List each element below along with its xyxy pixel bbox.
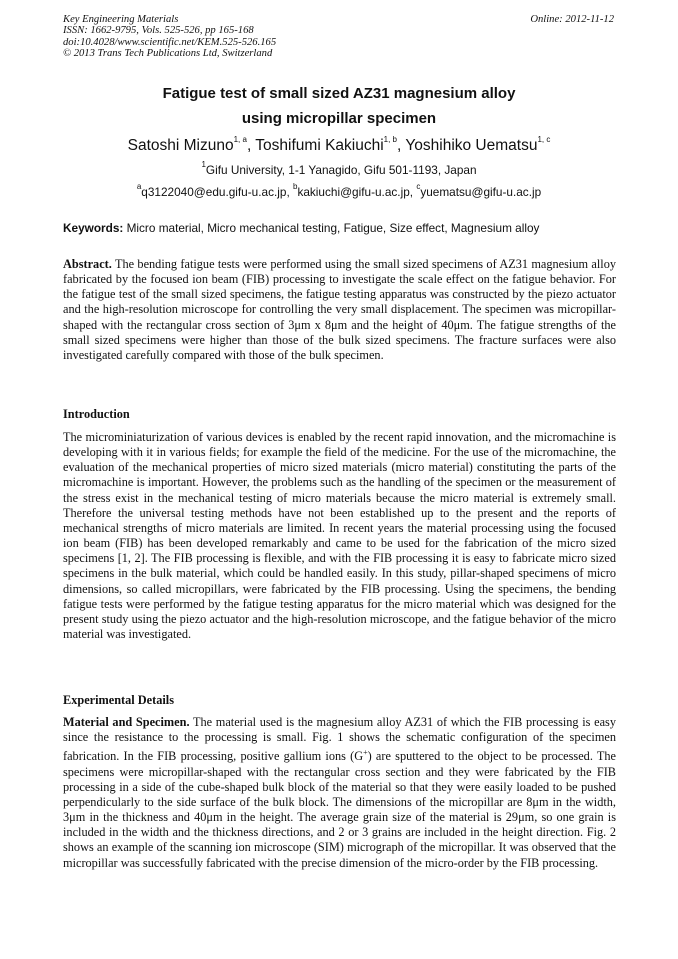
- email-address[interactable]: yuematsu@gifu-u.ac.jp: [420, 185, 542, 199]
- material-specimen-paragraph: [63, 715, 616, 871]
- email-address[interactable]: kakiuchi@gifu-u.ac.jp: [297, 185, 410, 199]
- doi-line: doi:10.4028/www.scientific.net/KEM.525-526.165: [63, 36, 277, 48]
- email-sup: c: [416, 182, 421, 192]
- issn-line: ISSN: 1662-9795, Vols. 525-526, pp 165-168: [63, 25, 254, 37]
- author-name: Toshifumi Kakiuchi: [255, 137, 384, 154]
- subsection-label: Material and Specimen.: [63, 715, 190, 729]
- keywords: [63, 221, 615, 235]
- journal-header: [63, 14, 276, 60]
- email-list: [0, 182, 678, 199]
- journal-name: Key Engineering Materials: [63, 14, 179, 25]
- email-sep: ,: [409, 185, 417, 199]
- abstract-text: The bending fatigue tests were performed using the small sized specimens of AZ31 magnesium alloy fabricated by the focused ion beam (FIB) processing to investigate the scale effect on the fatigue behavior. For the fatigue test of the small sized specimens, the fatigue testing apparatus was constructed by the piezo actuator and the high-resolution microscope for controlling the very small displacement. The specimen was micropillar-shaped with the rectangular cross section of 3μm x 8μm and the height of 40μm. The fatigue strengths of the small sized specimens were higher than those of the bulk sized specimens. The fracture surfaces were also investigated carefully compared with those of the bulk specimen.: [63, 257, 616, 362]
- introduction-heading: Introduction: [63, 407, 130, 421]
- experimental-heading: Experimental Details: [63, 693, 174, 707]
- material-text-a: The material used is the magnesium alloy AZ31 of which the FIB processing is easy since the resistance to the processing is small. Fig. 1 shows the schematic configuration of the specimen fabrication. In the FIB processing, positive gallium ions (G: [63, 715, 616, 764]
- author-sup: 1, b: [383, 134, 397, 144]
- affiliation-text: Gifu University, 1-1 Yanagido, Gifu 501-1193, Japan: [205, 163, 477, 177]
- affiliation: [0, 160, 678, 177]
- copyright-line: © 2013 Trans Tech Publications Ltd, Switzerland: [63, 48, 273, 60]
- author-sup: 1, a: [233, 134, 247, 144]
- author-list: [0, 136, 678, 156]
- author-name: Satoshi Mizuno: [127, 137, 234, 154]
- author-sup: 1, c: [537, 134, 551, 144]
- email-sup: a: [136, 182, 142, 192]
- keywords-text: Micro material, Micro mechanical testing, Fatigue, Size effect, Magnesium alloy: [123, 221, 540, 235]
- paper-title: [0, 81, 678, 131]
- abstract-label: Abstract.: [63, 257, 112, 271]
- author-sep: ,: [397, 137, 406, 154]
- title-line-1: Fatigue test of small sized AZ31 magnesium alloy: [162, 85, 516, 102]
- keywords-label: Keywords:: [63, 221, 124, 235]
- email-sep: ,: [286, 185, 293, 199]
- online-date: Online: 2012-11-12: [530, 14, 614, 25]
- email-sup: b: [293, 182, 298, 192]
- title-line-2: using micropillar specimen: [241, 110, 437, 127]
- author-sep: ,: [246, 137, 256, 154]
- abstract: [63, 257, 616, 363]
- email-address[interactable]: q3122040@edu.gifu-u.ac.jp: [141, 185, 287, 199]
- ion-superscript: +: [363, 748, 368, 758]
- material-text-b: ) are sputtered to the object to be processed. The specimens were micropillar-shaped with the rectangular cross section and they were fabricated by the FIB processing in a side of the cube-shaped bulk block of the material so that they were easily loaded to be pushed perpendicularly to the side surface of the bulk block. The dimensions of the micropillar are 8μm in the width, 3μm in the thickness and 40μm in the height. The average grain size of the material is 29μm, so one grain is included in the width and the thickness directions, and 2 or 3 grains are included in the height direction. Fig. 2 shows an example of the scanning ion microscope (SIM) micrograph of the micropillar. It was observed that the micropillar was successfully fabricated with the precise dimension of the micro-order by the FIB processing.: [63, 749, 616, 870]
- author-name: Yoshihiko Uematsu: [405, 137, 538, 154]
- introduction-text: The microminiaturization of various devices is enabled by the recent rapid innovation, and the micromachine is developing with it in various fields; for example the field of the medicine. For the use of the micromachine, the evaluation of the mechanical properties of micro sized materials (micro material) constituting the parts of the micromachine is important. However, the problems such as the handling of the specimen or the measurement of the stress exist in the mechanical testing of micro materials because the micro material is extremely small. Therefore the universal testing methods have not been established up to the present and the reports of mechanical strengths of micro materials are limited. In recent years the material processing using the focused ion beam (FIB) has been developed remarkably and came to be used for the fabrication of the micro sized specimens [1, 2]. The FIB processing is flexible, and with the FIB processing it is easy to fabricate micro sized specimens in the bulk material, which could be handled easily. In this study, pillar-shaped specimens of micro dimensions, so called micropillars, were fabricated by the FIB processing. Using the specimens, the bending fatigue tests were performed by the fatigue testing apparatus for the micro material which was designed for the present study using the piezo actuator and the high-resolution microscope, and the fatigue behavior of the micro material was investigated.: [63, 430, 616, 642]
- affiliation-sup: 1: [201, 160, 206, 170]
